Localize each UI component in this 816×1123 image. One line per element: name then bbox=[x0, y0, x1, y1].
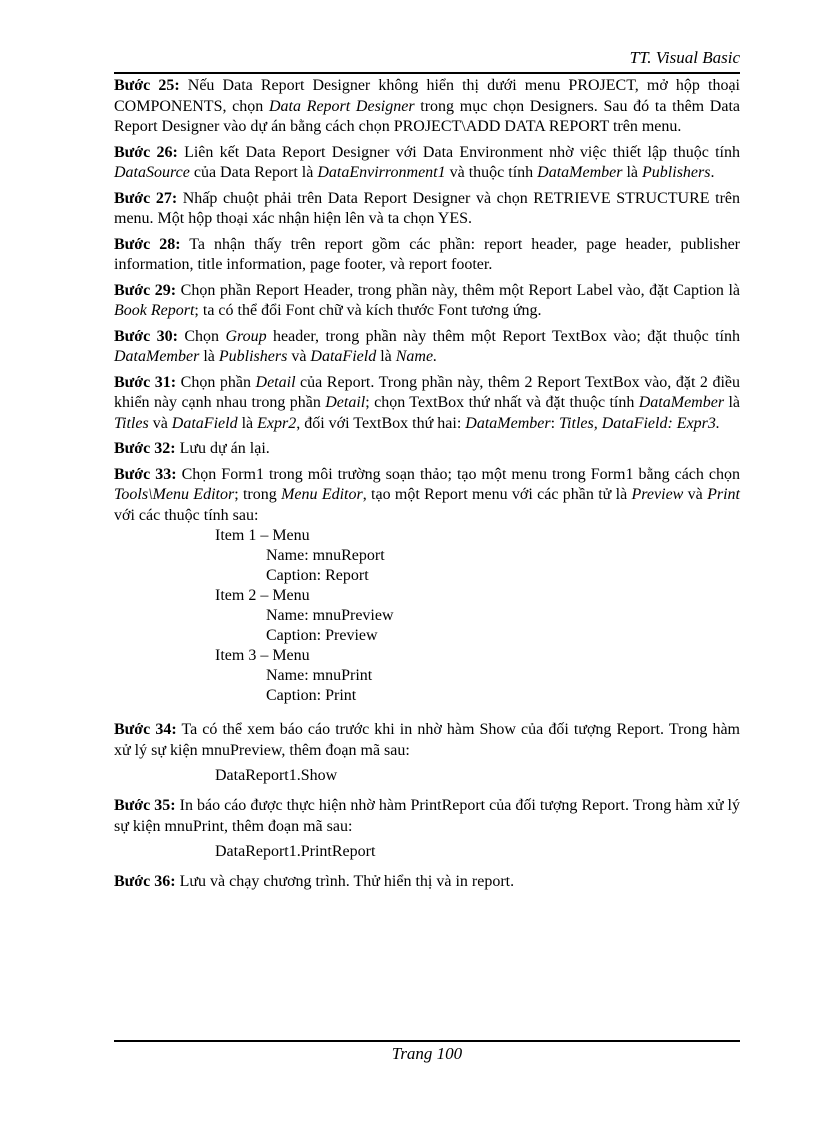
step-italic: DataMember bbox=[537, 164, 623, 181]
step-italic: DataMember bbox=[465, 414, 551, 432]
menu-item-name: Name: mnuPrint bbox=[266, 667, 373, 684]
step-text: Lưu dự án lại. bbox=[175, 440, 270, 457]
step-text: là bbox=[376, 348, 396, 365]
step-text: Chọn phần bbox=[176, 373, 256, 391]
step-italic: Titles, DataField: Expr3. bbox=[559, 414, 720, 432]
step-label: Bước 34: bbox=[114, 721, 177, 738]
step-text: Chọn Form1 trong môi trường soạn thảo; tạo một menu trong Form1 bằng cách chọn bbox=[176, 465, 741, 483]
step-text: In báo cáo được thực hiện nhờ hàm PrintReport của đối tượng Report. Trong hàm xử lý sự kiện mnuPrint, thêm đoạn mã sau: bbox=[114, 797, 740, 835]
step-italic: DataMember bbox=[638, 394, 725, 411]
page-number: Trang 100 bbox=[391, 1044, 463, 1063]
menu-items-list bbox=[114, 526, 740, 706]
footer-divider bbox=[114, 1040, 740, 1042]
code-print: DataReport1.PrintReport bbox=[215, 843, 376, 860]
step-label: Bước 36: bbox=[114, 873, 176, 890]
step-italic: Book Report bbox=[114, 302, 195, 319]
step-italic: Expr2 bbox=[257, 414, 297, 432]
step-italic: Data Report Designer bbox=[268, 97, 415, 115]
step-text: và bbox=[683, 486, 708, 503]
step-italic: Publishers bbox=[218, 348, 288, 365]
step-text: Ta có thể xem báo cáo trước khi in nhờ hàm Show của đối tượng Report. Trong hàm xử lý sự kiện mnuPreview, thêm đoạn mã sau: bbox=[114, 721, 741, 759]
step-label: Bước 29: bbox=[114, 281, 177, 299]
step-text: Liên kết Data Report Designer với Data Environment nhờ việc thiết lập thuộc tính bbox=[177, 143, 740, 161]
menu-item-title: Item 1 – Menu bbox=[215, 527, 310, 544]
step-label: Bước 32: bbox=[114, 440, 176, 457]
menu-item-title: Item 2 – Menu bbox=[215, 587, 310, 604]
step-italic: DataEnvirronment1 bbox=[317, 164, 446, 181]
step-text: : bbox=[550, 414, 560, 432]
step-text: Chọn phần Report Header, trong phần này, thêm một Report Label vào, đặt Caption là bbox=[176, 281, 741, 299]
step-text: . bbox=[710, 164, 715, 181]
step-34 bbox=[114, 720, 740, 761]
step-text: là bbox=[622, 164, 643, 181]
step-29 bbox=[114, 281, 740, 322]
step-italic: Preview bbox=[631, 486, 684, 503]
page-header-title: TT. Visual Basic bbox=[629, 48, 740, 67]
step-text: là bbox=[237, 414, 258, 432]
step-31 bbox=[114, 373, 740, 435]
step-italic: Name. bbox=[395, 348, 438, 365]
step-label: Bước 25: bbox=[114, 77, 180, 94]
menu-item-name: Name: mnuPreview bbox=[266, 607, 394, 624]
step-text: , tạo một Report menu với các phần tử là bbox=[362, 486, 632, 503]
step-italic: Tools\Menu Editor bbox=[114, 486, 235, 503]
step-text: và bbox=[287, 348, 311, 365]
step-italic: Detail bbox=[255, 373, 296, 391]
step-label: Bước 33: bbox=[114, 465, 177, 483]
step-35 bbox=[114, 796, 740, 837]
step-text: ; chọn TextBox thứ nhất và đặt thuộc tính bbox=[365, 394, 639, 411]
step-text: của Data Report là bbox=[189, 164, 318, 181]
step-text: ; ta có thể đổi Font chữ và kích thước Font tương ứng. bbox=[194, 302, 542, 319]
menu-item-title: Item 3 – Menu bbox=[215, 647, 310, 664]
menu-item-caption: Caption: Print bbox=[266, 687, 357, 704]
step-36 bbox=[114, 872, 740, 893]
step-italic: Group bbox=[225, 327, 267, 345]
step-text: trong mục chọn Designers. Sau đó ta thêm Data Report Designer vào dự án bằng cách chọn PROJECT\ADD DATA REPORT trên menu. bbox=[114, 97, 741, 135]
step-text: với các thuộc tính sau: bbox=[114, 506, 259, 524]
step-label: Bước 27: bbox=[114, 189, 178, 207]
step-label: Bước 26: bbox=[114, 143, 178, 161]
step-27 bbox=[114, 189, 740, 230]
menu-item-name: Name: mnuReport bbox=[266, 547, 385, 564]
header-divider bbox=[114, 72, 740, 74]
step-30 bbox=[114, 327, 740, 368]
step-text: Lưu và chạy chương trình. Thử hiển thị và in report. bbox=[175, 873, 515, 890]
step-text: là bbox=[724, 394, 741, 411]
step-26 bbox=[114, 143, 740, 184]
step-label: Bước 28: bbox=[114, 235, 181, 253]
step-text: , đối với TextBox thứ hai: bbox=[296, 414, 466, 432]
step-italic: DataSource bbox=[114, 164, 190, 181]
step-text: header, trong phần này thêm một Report TextBox vào; đặt thuộc tính bbox=[266, 327, 741, 345]
step-italic: DataField bbox=[310, 348, 377, 365]
menu-item-caption: Caption: Report bbox=[266, 567, 369, 584]
step-text: và thuộc tính bbox=[445, 164, 538, 181]
step-text: Nếu Data Report Designer không hiển thị dưới menu PROJECT, mở hộp thoại COMPONENTS, chọn bbox=[114, 77, 740, 115]
step-28 bbox=[114, 235, 740, 276]
step-33 bbox=[114, 465, 740, 527]
step-label: Bước 30: bbox=[114, 327, 178, 345]
step-italic: DataMember bbox=[114, 348, 200, 365]
step-text: và bbox=[148, 414, 172, 432]
step-italic: Menu Editor bbox=[281, 486, 363, 503]
step-italic: DataField bbox=[171, 414, 238, 432]
step-label: Bước 35: bbox=[114, 797, 176, 814]
step-32 bbox=[114, 439, 740, 460]
step-italic: Print bbox=[707, 486, 740, 503]
step-text: Nhấp chuột phải trên Data Report Designer và chọn RETRIEVE STRUCTURE trên menu. Một hộp thoại xác nhận hiện lên và ta chọn YES. bbox=[114, 189, 741, 227]
step-text: là bbox=[199, 348, 219, 365]
step-text: của Report. Trong phần này, thêm 2 Report TextBox vào, đặt 2 điều khiển này cạnh nhau trong phần bbox=[114, 373, 741, 411]
step-italic: Titles bbox=[114, 414, 149, 432]
menu-item-caption: Caption: Preview bbox=[266, 627, 378, 644]
step-label: Bước 31: bbox=[114, 373, 177, 391]
document-body bbox=[114, 76, 740, 898]
step-italic: Publishers bbox=[642, 164, 711, 181]
code-show: DataReport1.Show bbox=[215, 767, 338, 784]
step-25 bbox=[114, 76, 740, 138]
step-text: Ta nhận thấy trên report gồm các phần: report header, page header, publisher information, title information, page footer, và report footer. bbox=[114, 235, 740, 273]
step-text: ; trong bbox=[234, 486, 282, 503]
step-text: Chọn bbox=[177, 327, 226, 345]
step-italic: Detail bbox=[325, 394, 366, 411]
